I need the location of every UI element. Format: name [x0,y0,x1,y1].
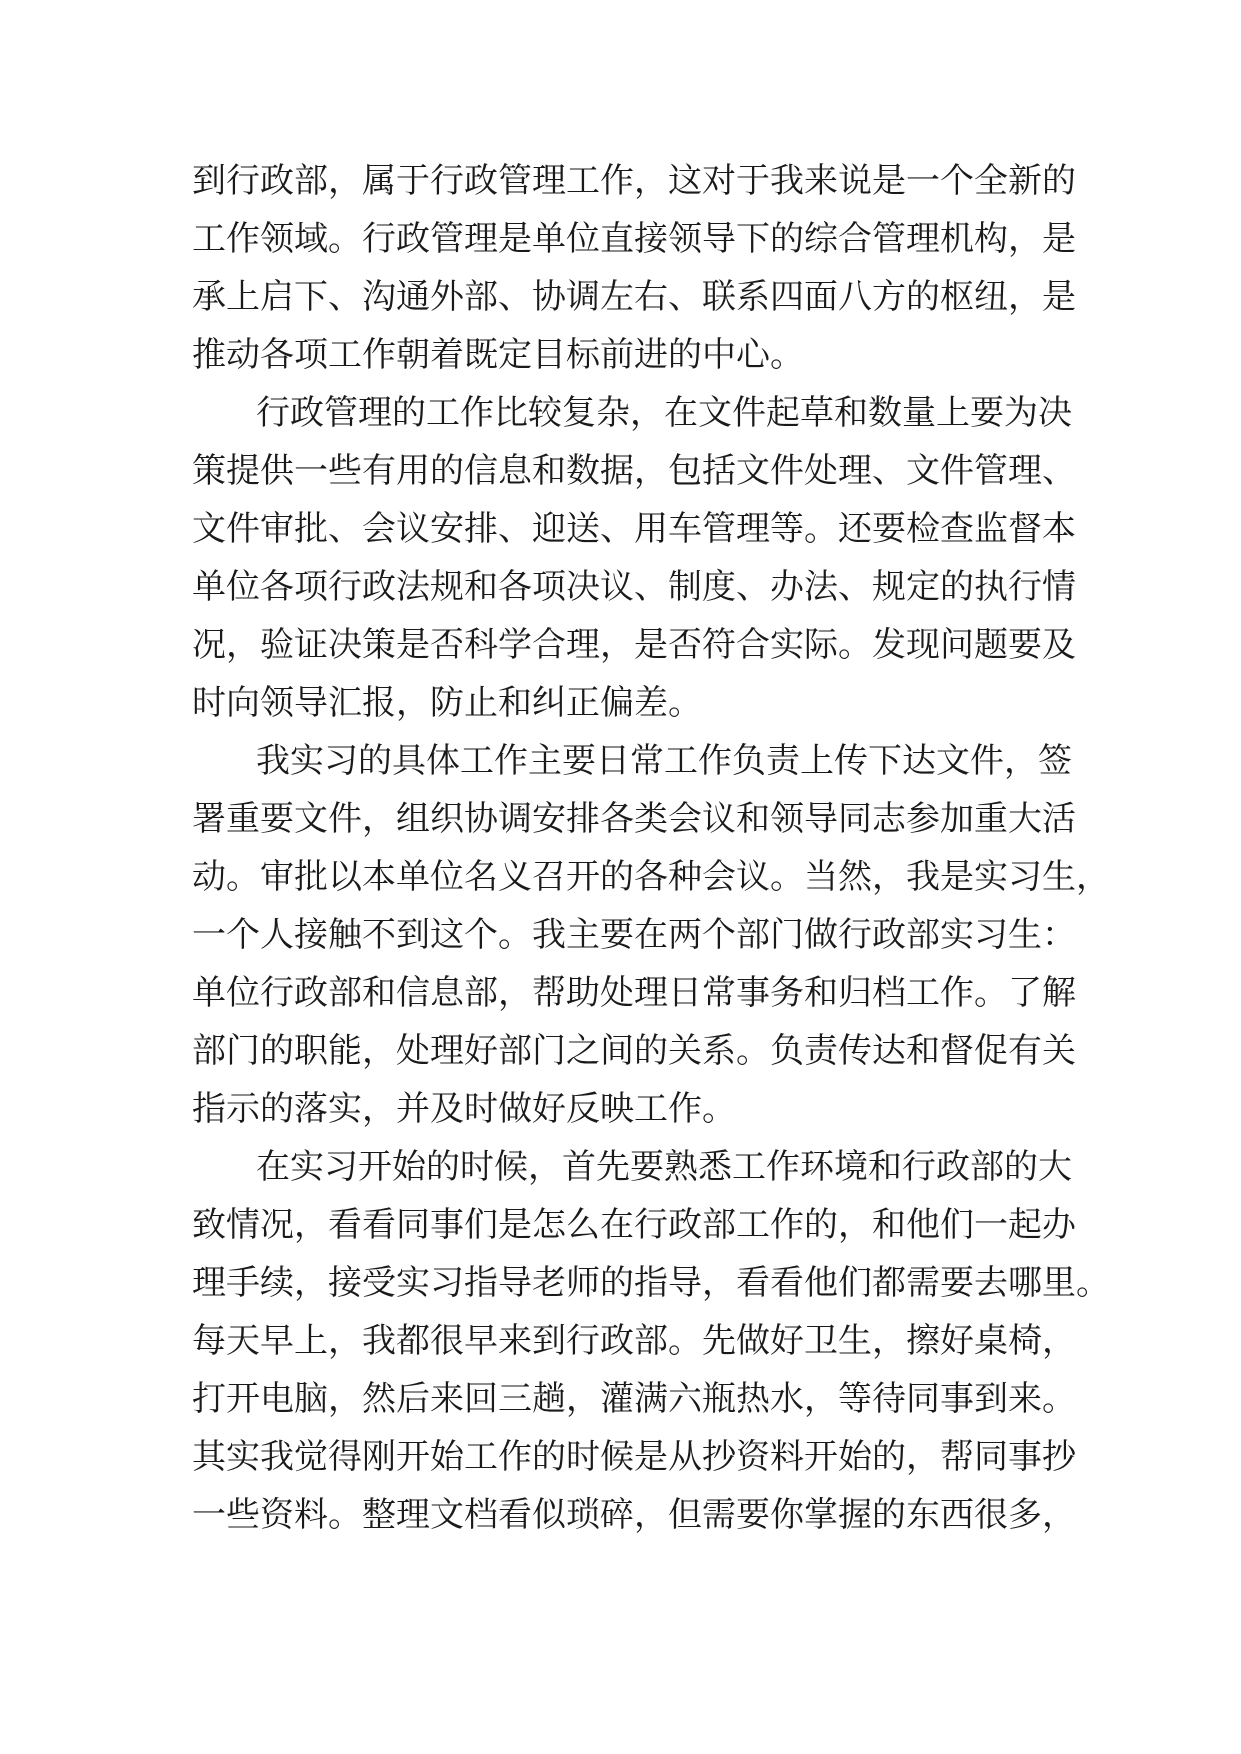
text-line: 其实我觉得刚开始工作的时候是从抄资料开始的，帮同事抄 [192,1437,1076,1477]
text-line: 理手续，接受实习指导老师的指导，看看他们都需要去哪里。 [192,1263,1110,1303]
text-line: 单位各项行政法规和各项决议、制度、办法、规定的执行情 [192,567,1076,607]
text-line: 我实习的具体工作主要日常工作负责上传下达文件，签 [256,741,1072,781]
text-line: 一个人接触不到这个。我主要在两个部门做行政部实习生： [192,915,1076,955]
text-line: 时向领导汇报，防止和纠正偏差。 [192,683,702,723]
document-body-text [192,152,1110,1544]
text-line: 到行政部，属于行政管理工作，这对于我来说是一个全新的 [192,161,1076,201]
text-line: 况，验证决策是否科学合理，是否符合实际。发现问题要及 [192,625,1076,665]
text-line: 单位行政部和信息部，帮助处理日常事务和归档工作。了解 [192,973,1076,1013]
text-line: 推动各项工作朝着既定目标前进的中心。 [192,335,804,375]
text-line: 部门的职能，处理好部门之间的关系。负责传达和督促有关 [192,1031,1076,1071]
text-line: 每天早上，我都很早来到行政部。先做好卫生，擦好桌椅， [192,1321,1076,1361]
text-line: 文件审批、会议安排、迎送、用车管理等。还要检查监督本 [192,509,1076,549]
text-line: 打开电脑，然后来回三趟，灌满六瓶热水，等待同事到来。 [192,1379,1076,1419]
text-line: 承上启下、沟通外部、协调左右、联系四面八方的枢纽，是 [192,277,1076,317]
text-line: 一些资料。整理文档看似琐碎，但需要你掌握的东西很多， [192,1495,1076,1535]
text-line: 指示的落实，并及时做好反映工作。 [192,1089,736,1129]
text-line: 工作领域。行政管理是单位直接领导下的综合管理机构，是 [192,219,1076,259]
text-line: 策提供一些有用的信息和数据，包括文件处理、文件管理、 [192,451,1076,491]
text-line: 致情况，看看同事们是怎么在行政部工作的，和他们一起办 [192,1205,1076,1245]
text-line: 动。审批以本单位名义召开的各种会议。当然，我是实习生， [192,857,1110,897]
text-line: 行政管理的工作比较复杂，在文件起草和数量上要为决 [256,393,1072,433]
text-line: 在实习开始的时候，首先要熟悉工作环境和行政部的大 [256,1147,1072,1187]
text-line: 署重要文件，组织协调安排各类会议和领导同志参加重大活 [192,799,1076,839]
